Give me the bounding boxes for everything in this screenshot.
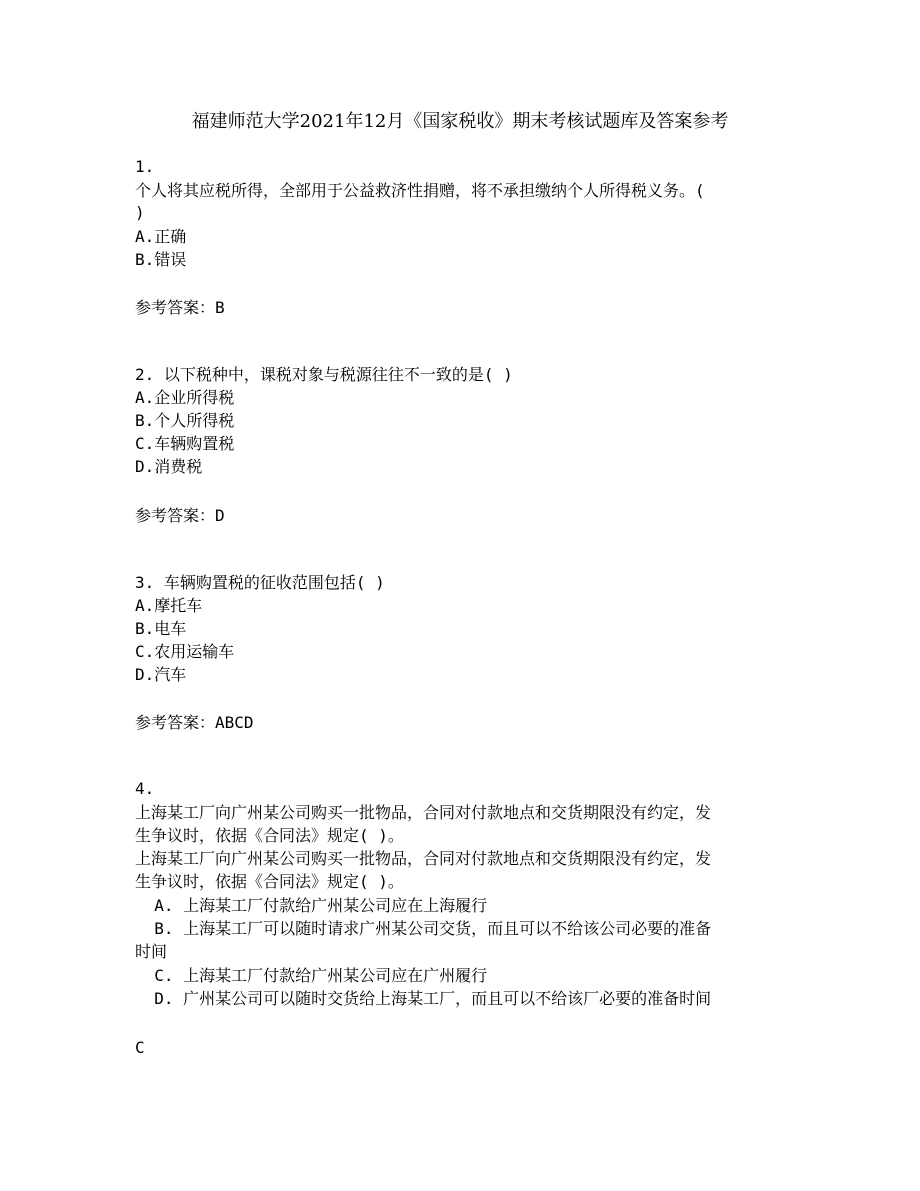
question-1-option-a: A.正确 [135, 227, 187, 246]
question-3-option-c: C.农用运输车 [135, 642, 235, 661]
question-2-option-b: B.个人所得税 [135, 411, 235, 430]
question-2-answer: 参考答案：D [135, 506, 225, 525]
question-2-option-a: A.企业所得税 [135, 388, 235, 407]
question-2-option-d: D.消费税 [135, 457, 203, 476]
question-4-stem-repeat-cont: 生争议时，依据《合同法》规定( )。 [135, 872, 404, 891]
question-1-option-b: B.错误 [135, 250, 187, 269]
question-1-answer: 参考答案：B [135, 298, 225, 317]
question-4-option-b-cont: 时间 [135, 942, 168, 961]
question-4-number: 4. [135, 779, 155, 798]
question-1-stem: 个人将其应税所得，全部用于公益救济性捐赠，将不承担缴纳个人所得税义务。( [135, 181, 705, 200]
question-3-option-d: D.汽车 [135, 665, 187, 684]
question-1-number: 1. [135, 157, 155, 176]
question-3-stem: 3. 车辆购置税的征收范围包括( ) [135, 573, 385, 592]
question-4-stem-repeat: 上海某工厂向广州某公司购买一批物品，合同对付款地点和交货期限没有约定，发 [135, 849, 712, 868]
question-4-answer: C [135, 1038, 145, 1057]
question-3-answer: 参考答案：ABCD [135, 713, 254, 732]
question-4-option-a: A. 上海某工厂付款给广州某公司应在上海履行 [135, 896, 488, 915]
question-4-option-c: C. 上海某工厂付款给广州某公司应在广州履行 [135, 966, 488, 985]
question-1-stem-cont: ) [135, 203, 145, 222]
question-2-option-c: C.车辆购置税 [135, 434, 235, 453]
question-4-option-b: B. 上海某工厂可以随时请求广州某公司交货，而且可以不给该公司必要的准备 [135, 919, 712, 938]
question-3-option-a: A.摩托车 [135, 596, 203, 615]
question-4-stem-cont: 生争议时，依据《合同法》规定( )。 [135, 826, 404, 845]
page-title: 福建师范大学2021年12月《国家税收》期末考核试题库及答案参考 [191, 111, 729, 132]
question-3-option-b: B.电车 [135, 619, 187, 638]
question-2-stem: 2. 以下税种中，课税对象与税源往往不一致的是( ) [135, 365, 513, 384]
question-4-stem: 上海某工厂向广州某公司购买一批物品，合同对付款地点和交货期限没有约定，发 [135, 803, 712, 822]
question-4-option-d: D. 广州某公司可以随时交货给上海某工厂，而且可以不给该厂必要的准备时间 [135, 989, 712, 1008]
